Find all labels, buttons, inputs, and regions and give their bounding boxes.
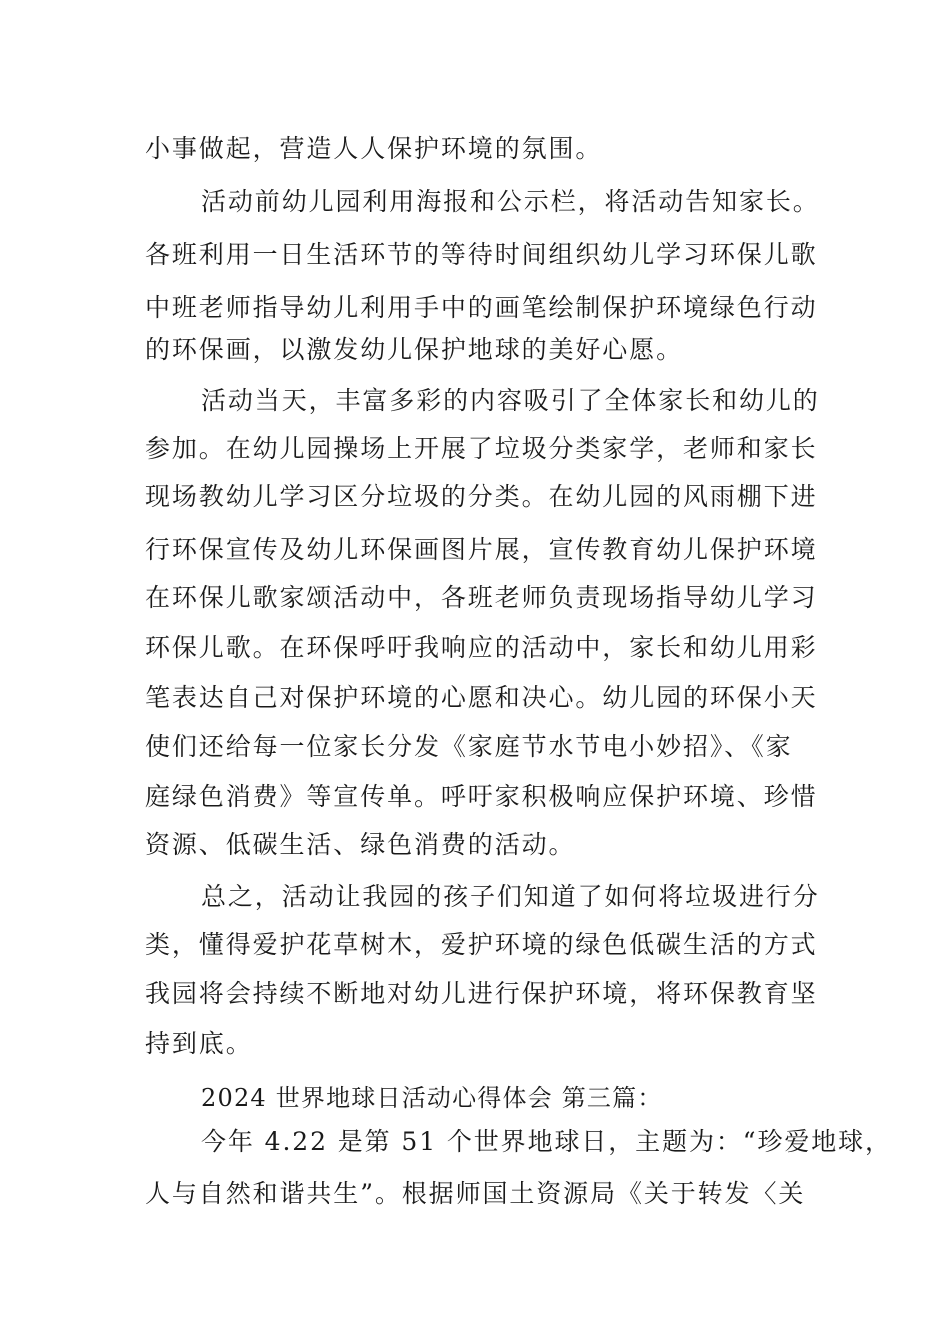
- text-line: 持到底。: [145, 1029, 253, 1058]
- text-line: 我园将会持续不断地对幼儿进行保护环境，将环保教育坚: [145, 979, 818, 1008]
- text-line: 参加。在幼儿园操场上开展了垃圾分类家学，老师和家长: [145, 434, 818, 463]
- text-line: 人与自然和谐共生”。根据师国土资源局《关于转发〈关: [145, 1179, 806, 1208]
- text-line: 小事做起，营造人人保护环境的氛围。: [145, 134, 603, 163]
- paragraph-start-line: 活动当天，丰富多彩的内容吸引了全体家长和幼儿的: [201, 386, 820, 415]
- text-line: 使们还给每一位家长分发《家庭节水节电小妙招》、《家: [145, 732, 793, 761]
- text-line: 中班老师指导幼儿利用手中的画笔绘制保护环境绿色行动: [145, 293, 818, 322]
- paragraph-start-line: 活动前幼儿园利用海报和公示栏，将活动告知家长。: [201, 187, 820, 216]
- paragraph-start-line: 总之，活动让我园的孩子们知道了如何将垃圾进行分: [201, 882, 820, 911]
- text-line: 庭绿色消费》等宣传单。呼吁家积极响应保护环境、珍惜: [145, 782, 818, 811]
- text-line: 环保儿歌。在环保呼吁我响应的活动中，家长和幼儿用彩: [145, 633, 818, 662]
- text-line: 的环保画，以激发幼儿保护地球的美好心愿。: [145, 335, 684, 364]
- text-line: 各班利用一日生活环节的等待时间组织幼儿学习环保儿歌: [145, 240, 818, 269]
- text-line: 现场教幼儿学习区分垃圾的分类。在幼儿园的风雨棚下进: [145, 482, 818, 511]
- text-line: 行环保宣传及幼儿环保画图片展，宣传教育幼儿保护环境: [145, 535, 818, 564]
- text-line: 笔表达自己对保护环境的心愿和决心。幼儿园的环保小天: [145, 683, 818, 712]
- text-line: 资源、低碳生活、绿色消费的活动。: [145, 830, 576, 859]
- paragraph-start-line: 今年 4.22 是第 51 个世界地球日，主题为：“珍爱地球，: [201, 1127, 892, 1156]
- text-line: 类，懂得爱护花草树木，爱护环境的绿色低碳生活的方式: [145, 930, 818, 959]
- section-heading: 2024 世界地球日活动心得体会 第三篇：: [201, 1084, 663, 1112]
- text-line: 在环保儿歌家颂活动中，各班老师负责现场指导幼儿学习: [145, 583, 818, 612]
